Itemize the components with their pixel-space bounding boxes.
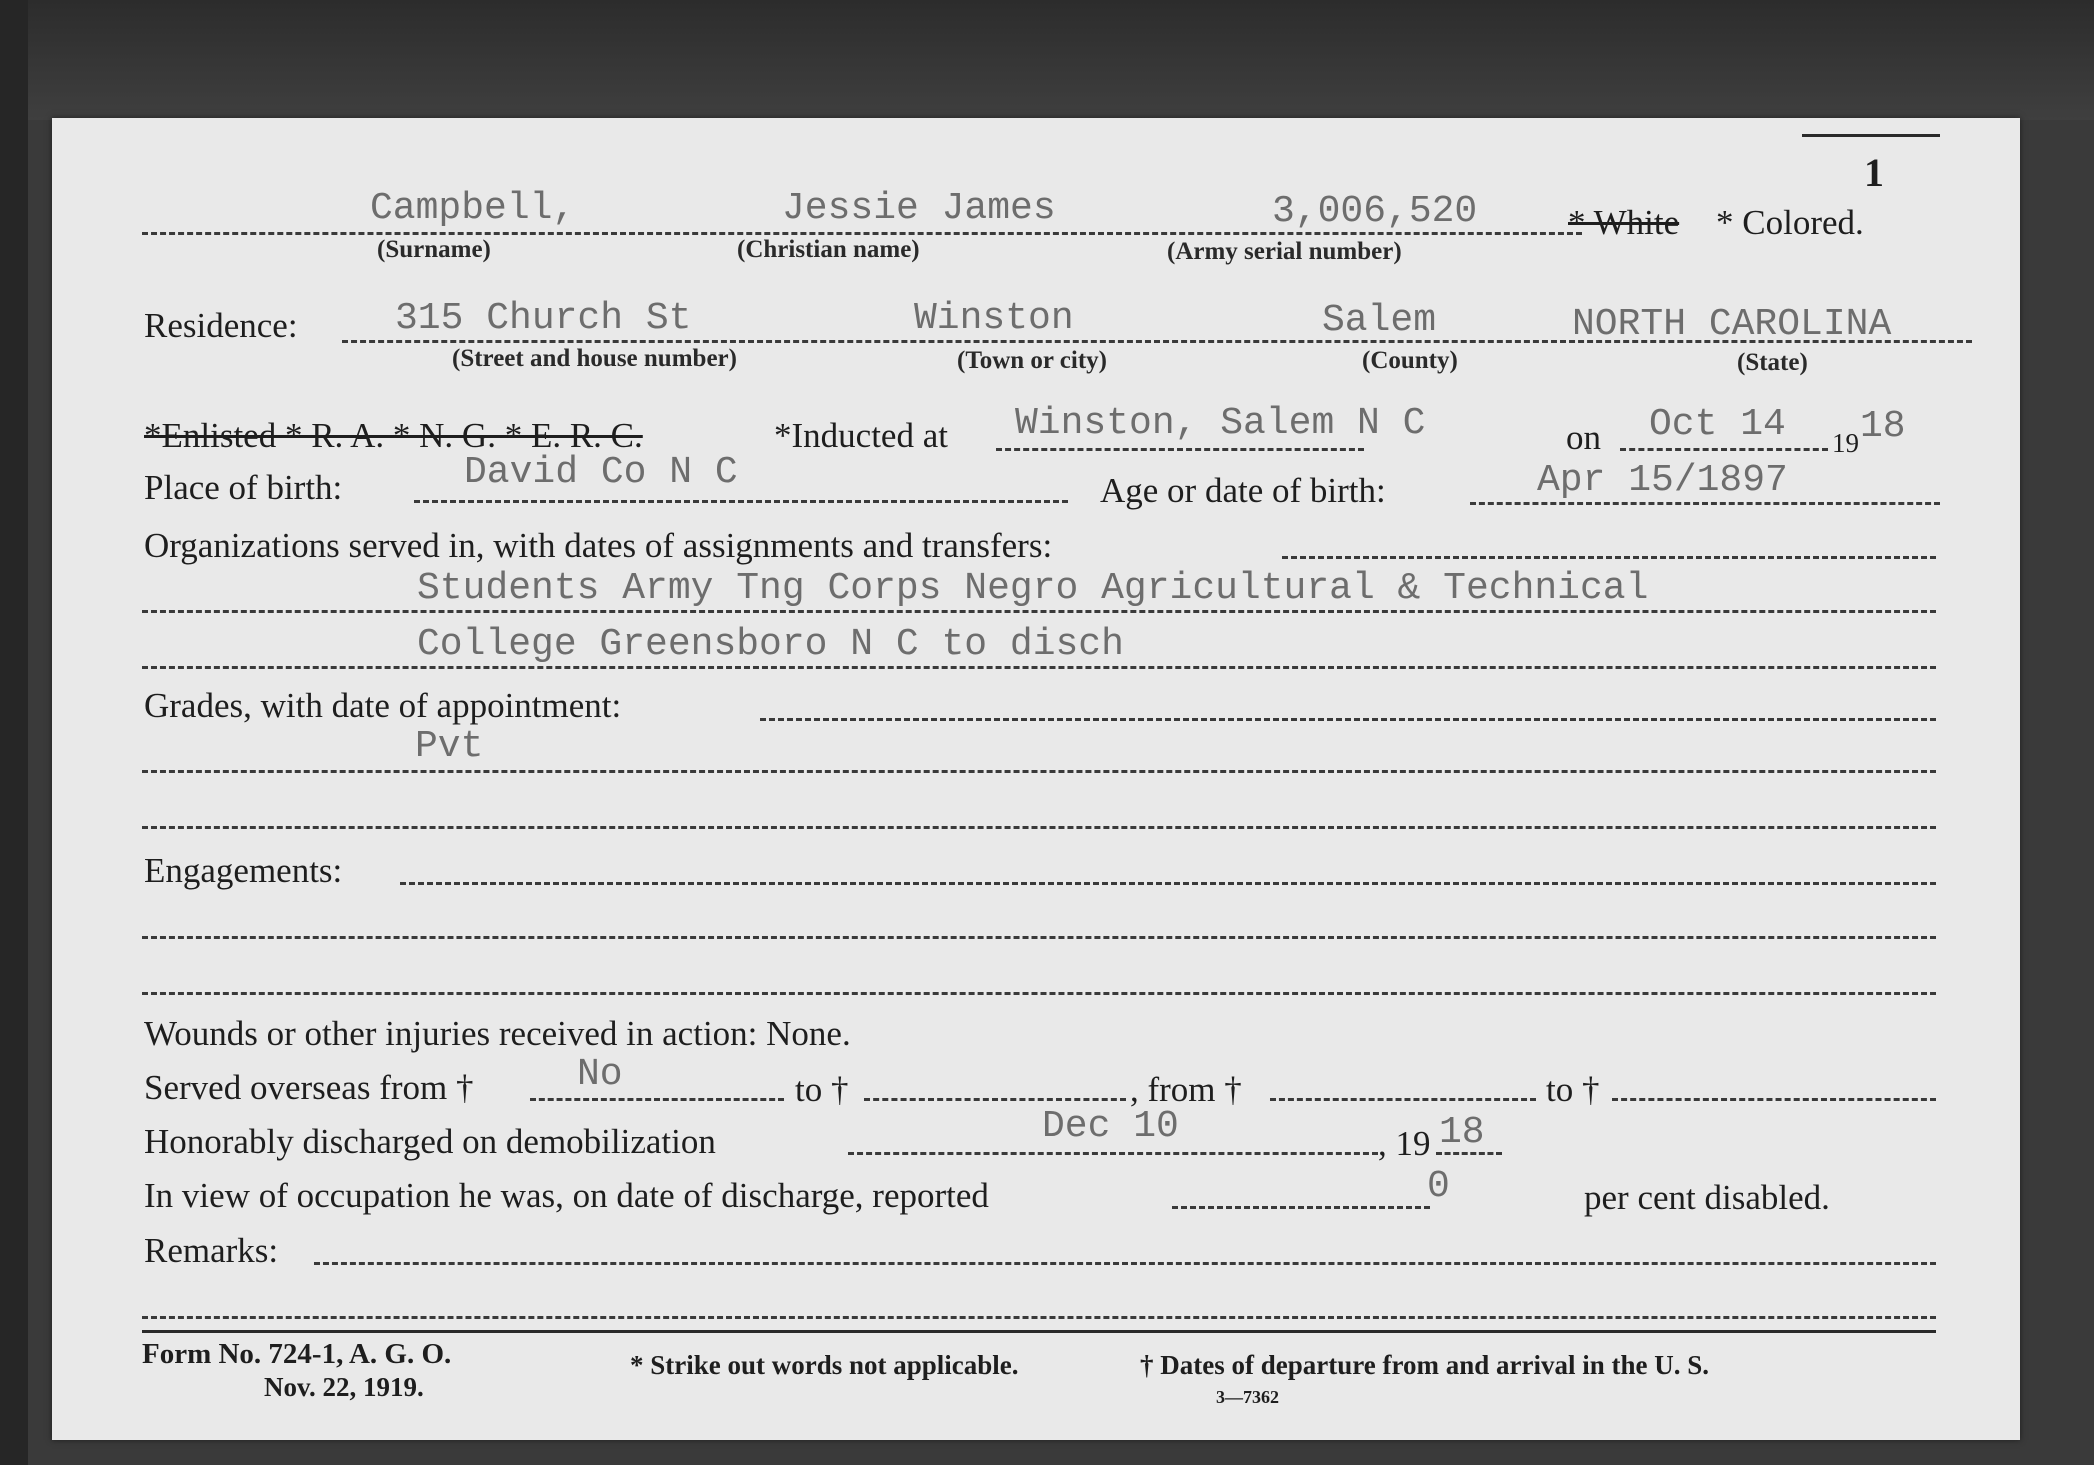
scan-background-top [0,0,2094,120]
place-of-birth-label: Place of birth: [144,468,343,507]
induction-date-line [1620,448,1828,451]
dates-note: † Dates of departure from and arrival in the U. S. [1140,1350,1709,1380]
disability-suffix: per cent disabled. [1584,1178,1830,1217]
disability-value: 0 [1427,1165,1450,1208]
grades-label: Grades, with date of appointment: [144,686,622,725]
disability-line [1172,1206,1430,1209]
overseas-to2-line [1612,1098,1936,1101]
form-date: Nov. 22, 1919. [264,1372,424,1402]
caption-state: (State) [1737,349,1808,376]
engagements-line-2 [142,992,1936,995]
induction-date-value: Oct 14 [1649,403,1786,446]
service-record-card [52,118,2020,1440]
discharge-year-prefix: , 19 [1378,1124,1431,1163]
remarks-label: Remarks: [144,1231,279,1270]
age-label: Age or date of birth: [1100,471,1386,510]
engagements-label: Engagements: [144,851,343,890]
form-number: Form No. 724-1, A. G. O. [142,1338,452,1370]
serial-number-value: 3,006,520 [1272,190,1478,233]
discharge-date-line [848,1152,1378,1155]
discharge-year-value: 18 [1439,1111,1485,1154]
birth-date-value: Apr 15/1897 [1537,459,1788,502]
grades-line-0 [760,718,1936,721]
on-label: on [1566,418,1601,457]
overseas-from-label: Served overseas from † [144,1068,474,1107]
engagements-line-0 [400,882,1936,885]
overseas-from-value: No [577,1053,623,1096]
birth-date-line [1470,502,1940,505]
footer-rule [142,1330,1936,1333]
discharge-label: Honorably discharged on demobilization [144,1122,716,1161]
place-of-birth-line [414,500,1068,503]
caption-christian-name: (Christian name) [737,236,920,263]
overseas-from-line [530,1098,784,1101]
overseas-to-label: to † [795,1070,849,1109]
discharge-year-line [1436,1152,1502,1155]
overseas-to2-label: to † [1546,1070,1600,1109]
remarks-line-0 [314,1262,1936,1265]
overseas-from2-label: , from † [1130,1070,1242,1109]
organizations-value-line1: Students Army Tng Corps Negro Agricultural & Technical [417,567,1649,610]
overseas-from2-line [1270,1098,1536,1101]
surname-value: Campbell, [370,187,576,230]
christian-name-value: Jessie James [782,187,1056,230]
organizations-line-2 [142,666,1936,669]
inducted-label: *Inducted at [774,416,948,455]
remarks-line-1 [142,1316,1936,1319]
grades-line-1 [142,770,1936,773]
residence-state-value: NORTH CAROLINA [1572,303,1892,346]
engagements-line-1 [142,936,1936,939]
caption-town: (Town or city) [957,347,1107,374]
organizations-value-line2: College Greensboro N C to disch [417,623,1124,666]
race-white-struck: * White [1568,203,1680,242]
organizations-line-0 [1282,556,1936,559]
card-number-rule [1802,134,1940,137]
caption-county: (County) [1362,347,1458,374]
disability-label: In view of occupation he was, on date of discharge, reported [144,1176,989,1215]
grades-line-2 [142,826,1936,829]
organizations-line-1 [142,610,1936,613]
grades-value: Pvt [415,725,484,768]
caption-street: (Street and house number) [452,345,737,372]
scan-background-left [0,0,28,1465]
enlistment-options-struck: *Enlisted * R. A. * N. G. * E. R. C. [144,416,643,455]
residence-town-value: Winston [914,297,1074,340]
inducted-place-line [996,448,1364,451]
discharge-date-value: Dec 10 [1042,1105,1179,1148]
induction-year-value: 18 [1860,405,1906,448]
wounds-label: Wounds or other injuries received in action: None. [144,1014,851,1053]
caption-surname: (Surname) [377,236,491,263]
residence-label: Residence: [144,306,298,345]
organizations-label: Organizations served in, with dates of assignments and transfers: [144,526,1053,565]
inducted-place-value: Winston, Salem N C [1015,402,1426,445]
print-code: 3—7362 [1216,1387,1279,1407]
place-of-birth-value: David Co N C [464,451,738,494]
residence-street-value: 315 Church St [395,297,692,340]
card-number: 1 [1864,150,1884,195]
overseas-to-line [864,1098,1126,1101]
strike-note: * Strike out words not applicable. [630,1350,1019,1380]
induction-year-prefix: 19 [1832,428,1859,458]
caption-serial-number: (Army serial number) [1167,238,1402,265]
residence-county-value: Salem [1322,299,1437,342]
race-colored: * Colored. [1716,203,1864,242]
